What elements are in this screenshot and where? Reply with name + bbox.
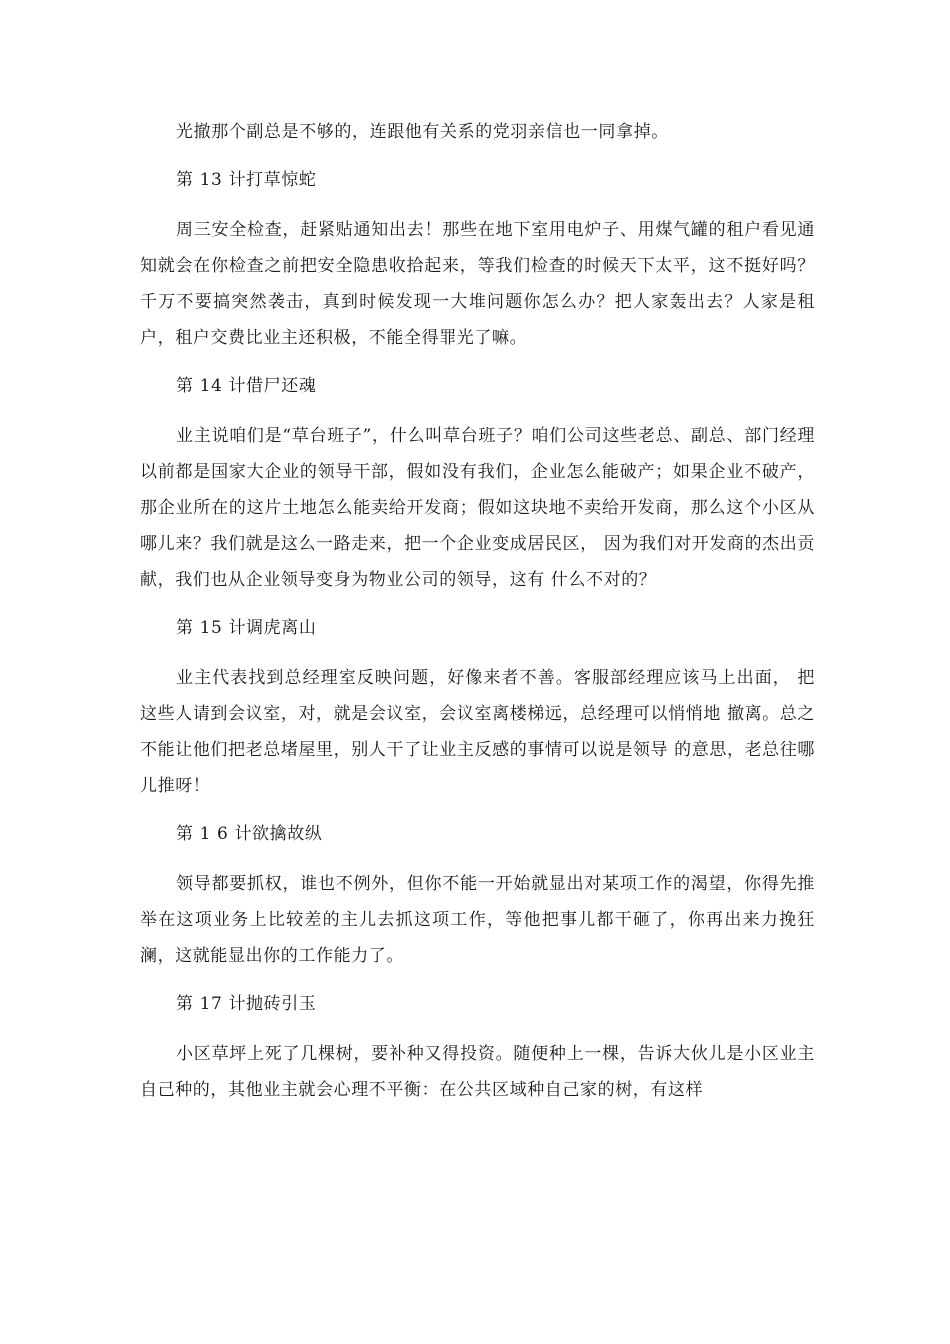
spacer <box>140 1022 815 1036</box>
spacer <box>140 598 815 610</box>
paragraph-16: 领导都要抓权，谁也不例外，但你不能一开始就显出对某项工作的渴望，你得先推举在这项业务上比较差的主儿去抓这项工作，等他把事儿都干砸了，你再出来力挽狂澜，这就能显出你的工作能力了。 <box>140 874 815 966</box>
document-body <box>140 114 815 1108</box>
section-heading-13: 第 13 计打草惊蛇 <box>176 170 317 190</box>
section-heading-14: 第 14 计借尸还魂 <box>176 376 317 396</box>
spacer <box>140 356 815 368</box>
paragraph-1: 光撤那个副总是不够的，连跟他有关系的党羽亲信也一同拿掉。 <box>176 122 669 142</box>
section-heading-16: 第 1 6 计欲擒故纵 <box>176 824 323 844</box>
spacer <box>140 852 815 866</box>
paragraph-15: 业主代表找到总经理室反映问题，好像来者不善。客服部经理应该马上出面， 把这些人请到会议室，对，就是会议室，会议室离楼梯远，总经理可以悄悄地 撤离。总之不能让他们把老总堵屋里，别人干了让业主反感的事情可以说是领导 的意思，老总往哪儿推呀！ <box>140 668 815 796</box>
section-heading-15: 第 15 计调虎离山 <box>176 618 317 638</box>
spacer <box>140 150 815 162</box>
spacer <box>140 404 815 418</box>
paragraph-13: 周三安全检查，赶紧贴通知出去！那些在地下室用电炉子、用煤气罐的租户看见通知就会在你检查之前把安全隐患收拾起来，等我们检查的时候天下太平，这不挺好吗？千万不要搞突然袭击，真到时候发现一大堆问题你怎么办？把人家轰出去？人家是租户，租户交费比业主还积极，不能全得罪光了嘛。 <box>140 220 815 348</box>
spacer <box>140 646 815 660</box>
section-heading-17: 第 17 计抛砖引玉 <box>176 994 317 1014</box>
paragraph-14: 业主说咱们是“草台班子”，什么叫草台班子？咱们公司这些老总、副总、部门经理以前都是国家大企业的领导干部，假如没有我们，企业怎么能破产；如果企业不破产，那企业所在的这片土地怎么能卖给开发商；假如这块地不卖给开发商，那么这个小区从哪儿来？我们就是这么一路走来，把一个企业变成居民区， 因为我们对开发商的杰出贡献，我们也从企业领导变身为物业公司的领导，这有 什么不对的？ <box>140 426 815 590</box>
spacer <box>140 804 815 816</box>
paragraph-17: 小区草坪上死了几棵树，要补种又得投资。随便种上一棵，告诉大伙儿是小区业主自己种的，其他业主就会心理不平衡：在公共区域种自己家的树，有这样 <box>140 1044 815 1100</box>
spacer <box>140 974 815 986</box>
spacer <box>140 198 815 212</box>
